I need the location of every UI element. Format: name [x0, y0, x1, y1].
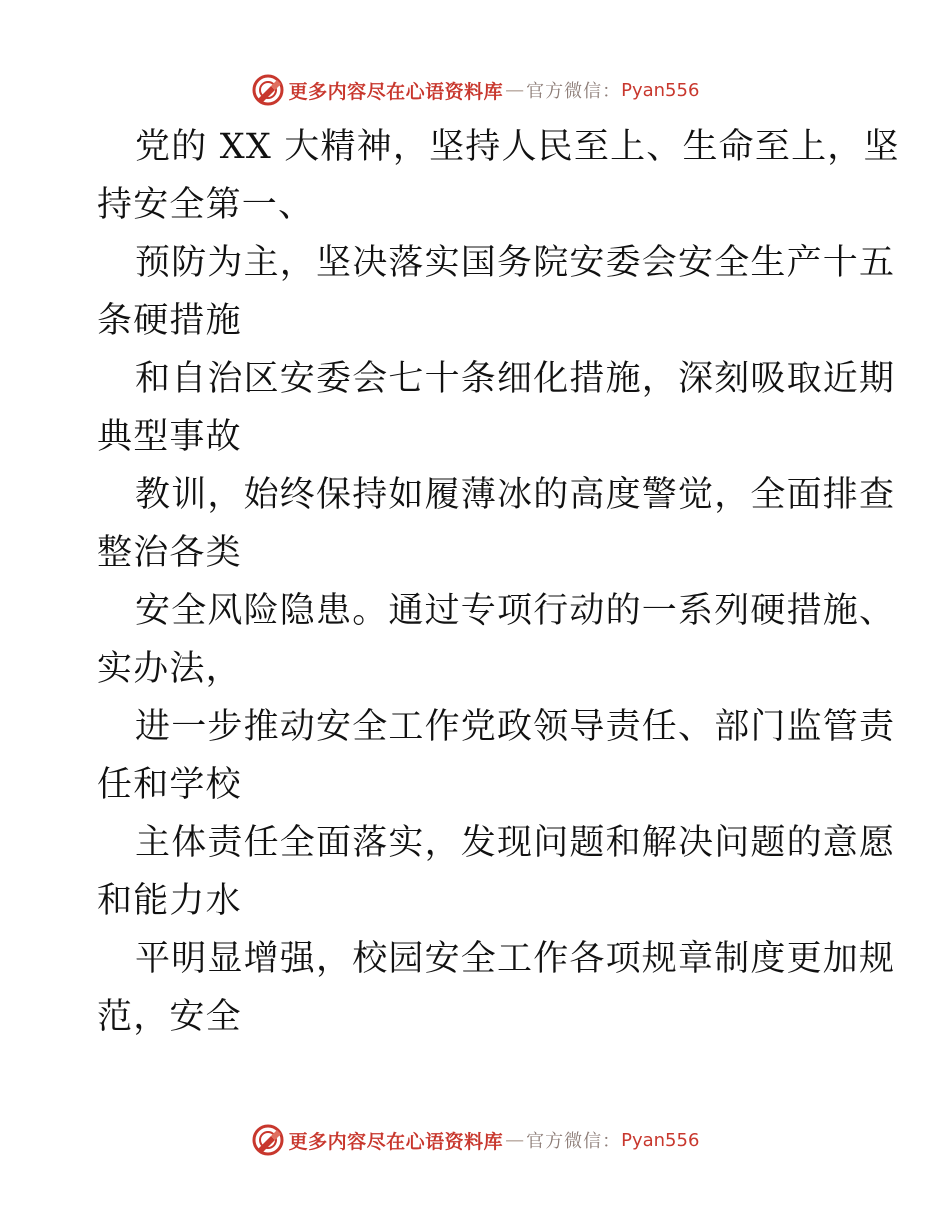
text-line-2: 持安全第一、 [97, 185, 315, 225]
pen-nib-logo-icon [251, 1123, 285, 1157]
text-line-14: 和能力水 [97, 881, 242, 921]
text-line-9: 安全风险隐患。通过专项行动的一系列硬措施、 [135, 591, 896, 631]
text-line-10: 实办法， [97, 649, 242, 689]
footer-brand: 更多内容尽在心语资料库 [288, 1130, 504, 1153]
document-body [97, 118, 900, 1046]
header-separator: — [505, 79, 525, 101]
text-line-15: 平明显增强，校园安全工作各项规章制度更加规 [135, 939, 896, 979]
text-line-6: 典型事故 [97, 417, 242, 457]
header-wechat-id: Pyan556 [621, 79, 700, 101]
header-brand: 更多内容尽在心语资料库 [288, 80, 504, 103]
header-wechat-label: 官方微信： [526, 81, 622, 102]
header-banner [0, 72, 950, 108]
text-line-16: 范，安全 [97, 997, 242, 1037]
text-line-7: 教训，始终保持如履薄冰的高度警觉，全面排查 [135, 475, 896, 515]
text-line-12: 任和学校 [97, 765, 242, 805]
footer-separator: — [505, 1129, 525, 1151]
text-line-4: 条硬措施 [97, 301, 242, 341]
footer-wechat-id: Pyan556 [621, 1129, 700, 1151]
text-line-3: 预防为主，坚决落实国务院安委会安全生产十五 [135, 243, 896, 283]
pen-nib-logo-icon [251, 73, 285, 107]
text-line-11: 进一步推动安全工作党政领导责任、部门监管责 [135, 707, 896, 747]
footer-banner [0, 1122, 950, 1158]
footer-wechat-label: 官方微信： [526, 1131, 622, 1152]
text-line-8: 整治各类 [97, 533, 242, 573]
text-line-13: 主体责任全面落实，发现问题和解决问题的意愿 [135, 823, 896, 863]
text-line-5: 和自治区安委会七十条细化措施，深刻吸取近期 [135, 359, 896, 399]
text-line-1: 党的 XX 大精神，坚持人民至上、生命至上，坚 [135, 127, 900, 167]
